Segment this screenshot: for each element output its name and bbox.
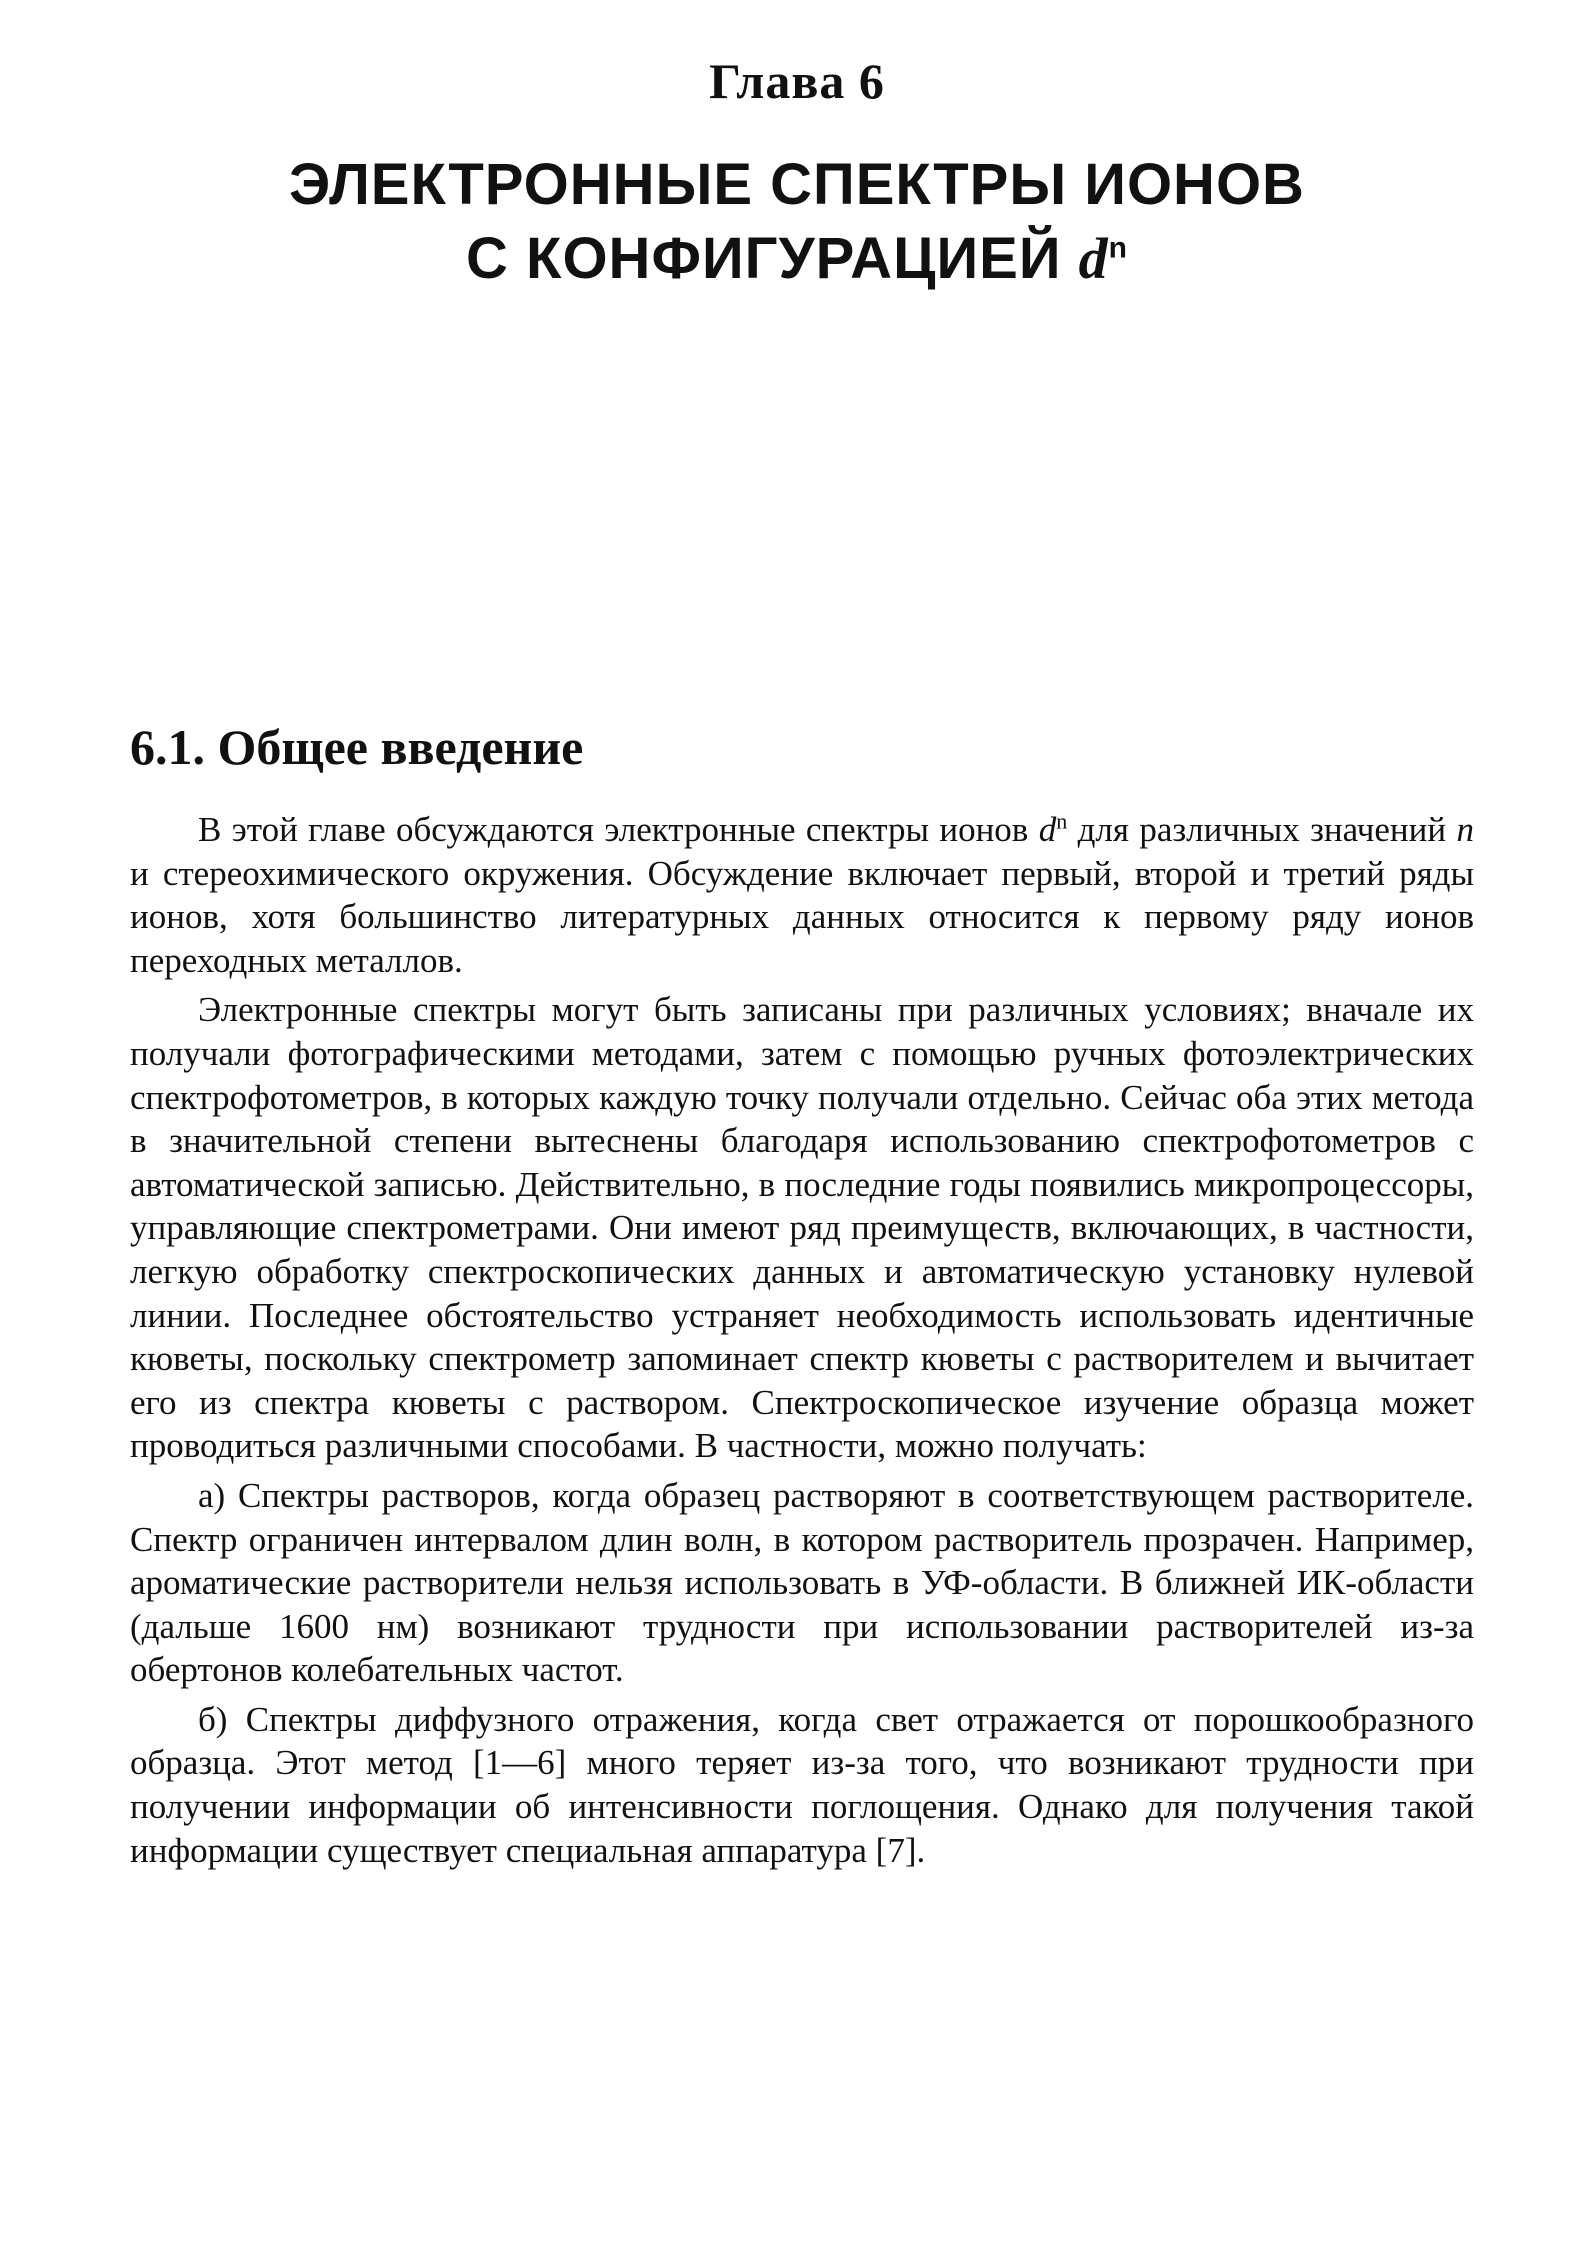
chapter-title-symbol: d	[1078, 226, 1109, 291]
chapter-title-line2-text: С КОНФИГУРАЦИЕЙ	[466, 226, 1062, 291]
paragraph-4: б) Спектры диффузного отражения, когда свет отражается от порошкообразного образца. Этот метод [1—6] много теряет из-за того, что возникают трудности при получении информации об интенсивности поглощения. Однако для получения такой информации существует специальная аппаратура [7].	[130, 1699, 1474, 1870]
paragraph-2: Электронные спектры могут быть записаны при различных условиях; вначале их получали фотографическими методами, затем с помощью ручных фотоэлектрических спектрофотометров, в которых каждую точку получали отдельно. Сейчас оба этих метода в значительной степени вытеснены благодаря использованию спектрофотометров с автоматической записью. Действительно, в последние годы появились микропроцессоры, управляющие спектрометрами. Они имеют ряд преимуществ, включающих, в частности, легкую обработку спектроскопических данных и автоматическую установку нулевой линии. Последнее обстоятельство устраняет необходимость использовать идентичные кюветы, поскольку спектрометр запоминает спектр кюветы с растворителем и вычитает его из спектра кюветы с раствором. Спектроскопическое изучение образца может проводиться различными способами. В частности, можно получать:	[130, 990, 1474, 1466]
chapter-title-line2	[0, 222, 1594, 296]
paragraph-1	[130, 808, 1474, 982]
paragraph-1-symbol: d	[1038, 810, 1057, 849]
paragraph-3: а) Спектры растворов, когда образец растворяют в соответствующем растворителе. Спектр ограничен интервалом длин волн, в котором растворитель прозрачен. Например, ароматические растворители нельзя использовать в УФ-области. В ближней ИК-области (дальше 1600 нм) возникают трудности при использовании растворителей из-за обертонов колебательных частот.	[130, 1475, 1474, 1690]
paragraph-1-part-c: и стереохимического окружения. Обсуждение включает первый, второй и третий ряды ионов, хотя большинство литературных данных относится к первому ряду ионов переходных металлов.	[130, 853, 1474, 980]
paragraph-1-part-b: для различных значений	[1077, 810, 1447, 849]
paragraph-1-n: n	[1456, 810, 1474, 849]
chapter-title-symbol-sup: n	[1108, 231, 1128, 265]
chapter-title	[0, 148, 1594, 296]
paragraph-1-part-a: В этой главе обсуждаются электронные спектры ионов	[198, 810, 1029, 849]
chapter-title-line1: ЭЛЕКТРОННЫЕ СПЕКТРЫ ИОНОВ	[289, 152, 1305, 217]
chapter-label: Глава 6	[709, 53, 885, 109]
paragraph-1-symbol-sup: n	[1056, 808, 1068, 834]
body-text	[130, 808, 1474, 1872]
section-heading: 6.1. Общее введение	[130, 719, 584, 775]
